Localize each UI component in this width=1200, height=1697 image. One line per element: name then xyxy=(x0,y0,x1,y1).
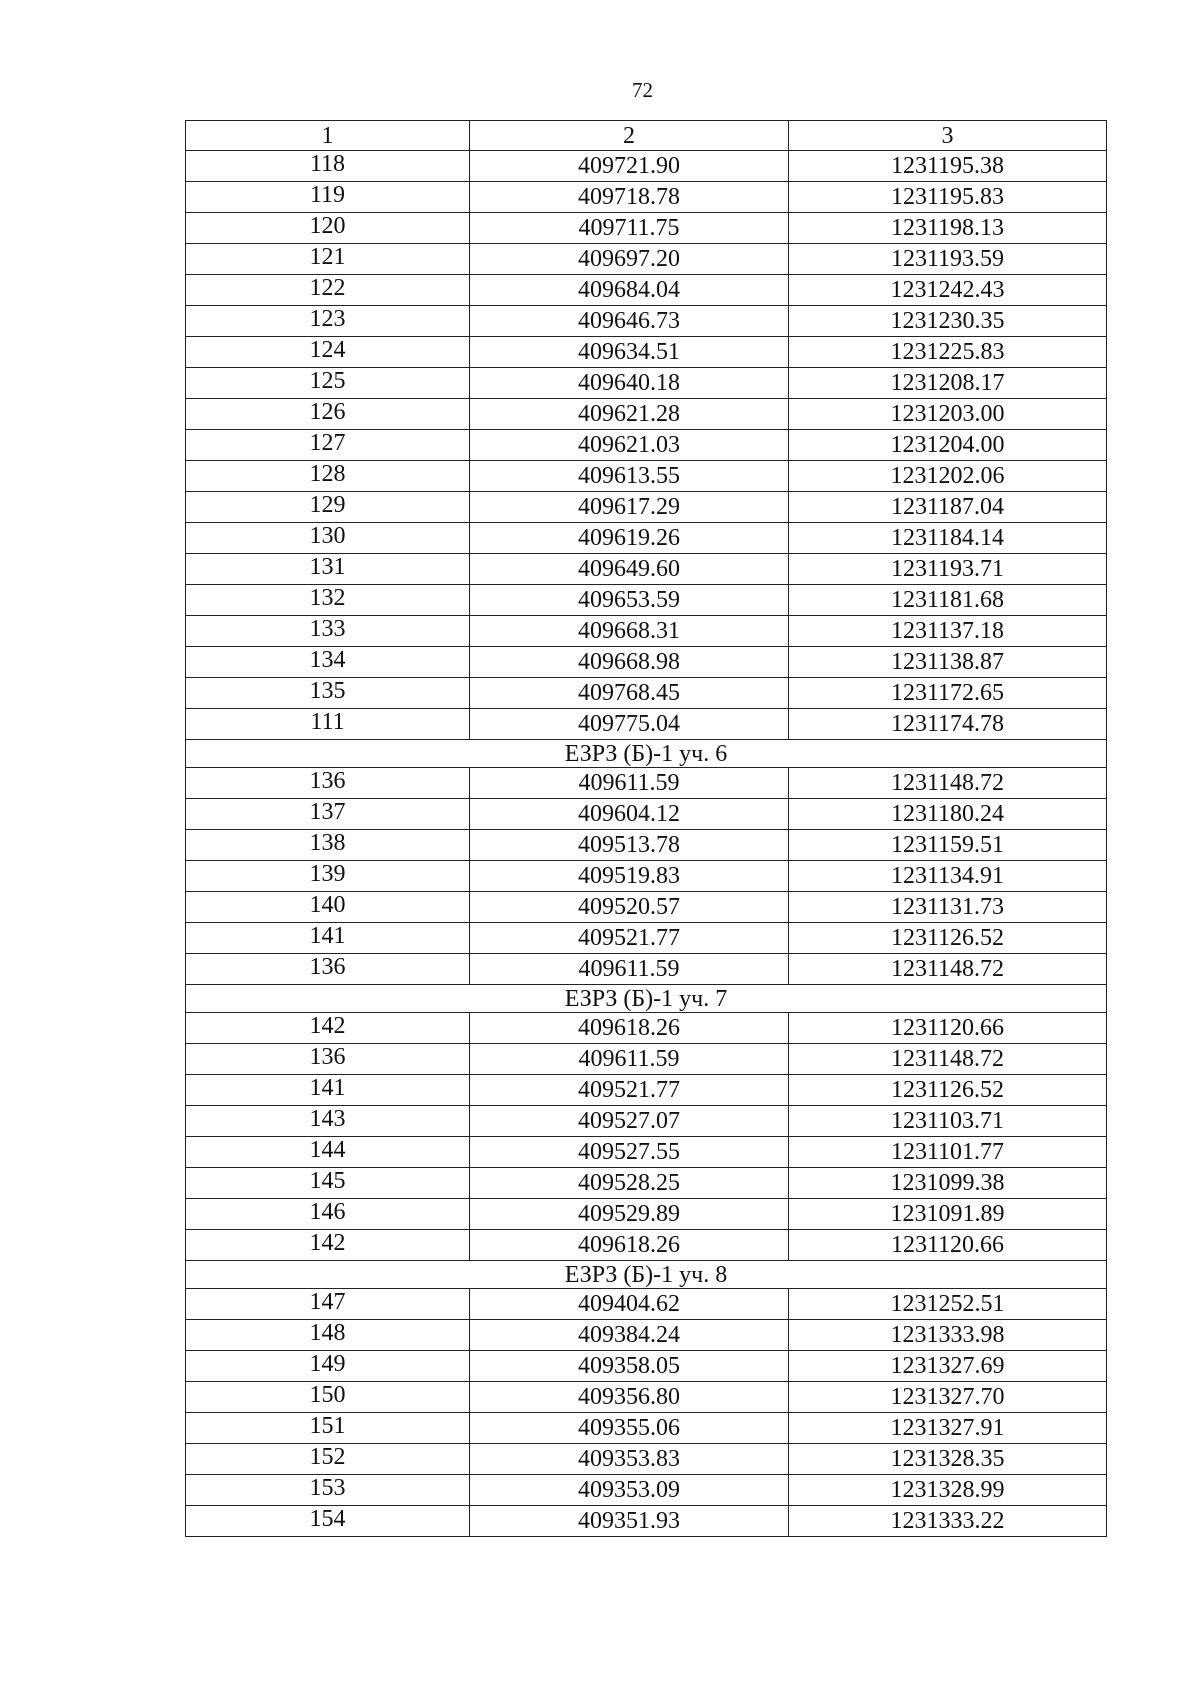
y-coordinate-cell: 1231180.24 xyxy=(789,799,1107,830)
y-coordinate-cell: 1231328.99 xyxy=(789,1475,1107,1506)
point-number-cell: 140 xyxy=(186,892,470,923)
y-coordinate-cell: 1231120.66 xyxy=(789,1230,1107,1261)
x-coordinate-cell: 409520.57 xyxy=(470,892,789,923)
section-title: ЕЗРЗ (Б)-1 уч. 8 xyxy=(186,1261,1107,1289)
y-coordinate-cell: 1231327.69 xyxy=(789,1351,1107,1382)
x-coordinate-cell: 409768.45 xyxy=(470,678,789,709)
x-coordinate-cell: 409611.59 xyxy=(470,768,789,799)
y-coordinate-cell: 1231134.91 xyxy=(789,861,1107,892)
y-coordinate-cell: 1231203.00 xyxy=(789,399,1107,430)
table-row xyxy=(186,768,1107,799)
y-coordinate-cell: 1231193.71 xyxy=(789,554,1107,585)
point-number-cell: 127 xyxy=(186,430,470,461)
table-row xyxy=(186,1137,1107,1168)
y-coordinate-cell: 1231181.68 xyxy=(789,585,1107,616)
table-row xyxy=(186,337,1107,368)
y-coordinate-cell: 1231148.72 xyxy=(789,768,1107,799)
x-coordinate-cell: 409351.93 xyxy=(470,1506,789,1537)
point-number-cell: 130 xyxy=(186,523,470,554)
table-row xyxy=(186,461,1107,492)
point-number-cell: 125 xyxy=(186,368,470,399)
y-coordinate-cell: 1231202.06 xyxy=(789,461,1107,492)
x-coordinate-cell: 409649.60 xyxy=(470,554,789,585)
table-row xyxy=(186,1320,1107,1351)
x-coordinate-cell: 409521.77 xyxy=(470,923,789,954)
point-number-cell: 151 xyxy=(186,1413,470,1444)
x-coordinate-cell: 409611.59 xyxy=(470,1044,789,1075)
point-number-cell: 129 xyxy=(186,492,470,523)
y-coordinate-cell: 1231103.71 xyxy=(789,1106,1107,1137)
x-coordinate-cell: 409684.04 xyxy=(470,275,789,306)
y-coordinate-cell: 1231126.52 xyxy=(789,923,1107,954)
table-row xyxy=(186,182,1107,213)
point-number-cell: 135 xyxy=(186,678,470,709)
point-number-cell: 124 xyxy=(186,337,470,368)
table-row xyxy=(186,585,1107,616)
table-row xyxy=(186,1075,1107,1106)
y-coordinate-cell: 1231230.35 xyxy=(789,306,1107,337)
x-coordinate-cell: 409384.24 xyxy=(470,1320,789,1351)
table-row xyxy=(186,923,1107,954)
point-number-cell: 139 xyxy=(186,861,470,892)
table-row xyxy=(186,647,1107,678)
section-title: ЕЗРЗ (Б)-1 уч. 7 xyxy=(186,985,1107,1013)
table-row xyxy=(186,799,1107,830)
point-number-cell: 144 xyxy=(186,1137,470,1168)
x-coordinate-cell: 409356.80 xyxy=(470,1382,789,1413)
y-coordinate-cell: 1231099.38 xyxy=(789,1168,1107,1199)
point-number-cell: 142 xyxy=(186,1230,470,1261)
y-coordinate-cell: 1231328.35 xyxy=(789,1444,1107,1475)
y-coordinate-cell: 1231193.59 xyxy=(789,244,1107,275)
point-number-cell: 147 xyxy=(186,1289,470,1320)
point-number-cell: 133 xyxy=(186,616,470,647)
y-coordinate-cell: 1231225.83 xyxy=(789,337,1107,368)
point-number-cell: 141 xyxy=(186,1075,470,1106)
y-coordinate-cell: 1231327.91 xyxy=(789,1413,1107,1444)
point-number-cell: 148 xyxy=(186,1320,470,1351)
point-number-cell: 118 xyxy=(186,151,470,182)
y-coordinate-cell: 1231138.87 xyxy=(789,647,1107,678)
coordinates-table-body xyxy=(186,121,1107,1537)
x-coordinate-cell: 409721.90 xyxy=(470,151,789,182)
table-row xyxy=(186,244,1107,275)
x-coordinate-cell: 409519.83 xyxy=(470,861,789,892)
y-coordinate-cell: 1231148.72 xyxy=(789,954,1107,985)
x-coordinate-cell: 409640.18 xyxy=(470,368,789,399)
table-row xyxy=(186,1351,1107,1382)
y-coordinate-cell: 1231242.43 xyxy=(789,275,1107,306)
x-coordinate-cell: 409355.06 xyxy=(470,1413,789,1444)
table-row xyxy=(186,1506,1107,1537)
x-coordinate-cell: 409613.55 xyxy=(470,461,789,492)
table-row xyxy=(186,1044,1107,1075)
point-number-cell: 128 xyxy=(186,461,470,492)
y-coordinate-cell: 1231333.22 xyxy=(789,1506,1107,1537)
coordinates-table xyxy=(185,120,1107,1537)
y-coordinate-cell: 1231174.78 xyxy=(789,709,1107,740)
x-coordinate-cell: 409527.07 xyxy=(470,1106,789,1137)
header-col-1: 1 xyxy=(186,121,470,151)
x-coordinate-cell: 409527.55 xyxy=(470,1137,789,1168)
point-number-cell: 154 xyxy=(186,1506,470,1537)
table-row xyxy=(186,1475,1107,1506)
y-coordinate-cell: 1231327.70 xyxy=(789,1382,1107,1413)
y-coordinate-cell: 1231252.51 xyxy=(789,1289,1107,1320)
x-coordinate-cell: 409617.29 xyxy=(470,492,789,523)
header-col-3: 3 xyxy=(789,121,1107,151)
x-coordinate-cell: 409775.04 xyxy=(470,709,789,740)
table-row xyxy=(186,492,1107,523)
point-number-cell: 153 xyxy=(186,1475,470,1506)
y-coordinate-cell: 1231184.14 xyxy=(789,523,1107,554)
table-row xyxy=(186,1106,1107,1137)
y-coordinate-cell: 1231159.51 xyxy=(789,830,1107,861)
x-coordinate-cell: 409634.51 xyxy=(470,337,789,368)
y-coordinate-cell: 1231126.52 xyxy=(789,1075,1107,1106)
point-number-cell: 122 xyxy=(186,275,470,306)
table-row xyxy=(186,523,1107,554)
y-coordinate-cell: 1231091.89 xyxy=(789,1199,1107,1230)
x-coordinate-cell: 409668.98 xyxy=(470,647,789,678)
table-row xyxy=(186,830,1107,861)
point-number-cell: 149 xyxy=(186,1351,470,1382)
table-row xyxy=(186,430,1107,461)
table-row xyxy=(186,1168,1107,1199)
y-coordinate-cell: 1231148.72 xyxy=(789,1044,1107,1075)
point-number-cell: 138 xyxy=(186,830,470,861)
x-coordinate-cell: 409611.59 xyxy=(470,954,789,985)
y-coordinate-cell: 1231172.65 xyxy=(789,678,1107,709)
x-coordinate-cell: 409358.05 xyxy=(470,1351,789,1382)
table-row xyxy=(186,892,1107,923)
x-coordinate-cell: 409528.25 xyxy=(470,1168,789,1199)
y-coordinate-cell: 1231101.77 xyxy=(789,1137,1107,1168)
section-title-row xyxy=(186,740,1107,768)
y-coordinate-cell: 1231137.18 xyxy=(789,616,1107,647)
x-coordinate-cell: 409711.75 xyxy=(470,213,789,244)
x-coordinate-cell: 409521.77 xyxy=(470,1075,789,1106)
table-row xyxy=(186,554,1107,585)
x-coordinate-cell: 409529.89 xyxy=(470,1199,789,1230)
section-title-row xyxy=(186,1261,1107,1289)
table-row xyxy=(186,954,1107,985)
page-number: 72 xyxy=(632,78,653,102)
x-coordinate-cell: 409697.20 xyxy=(470,244,789,275)
table-row xyxy=(186,1382,1107,1413)
y-coordinate-cell: 1231195.83 xyxy=(789,182,1107,213)
table-row xyxy=(186,306,1107,337)
point-number-cell: 136 xyxy=(186,1044,470,1075)
y-coordinate-cell: 1231208.17 xyxy=(789,368,1107,399)
table-row xyxy=(186,151,1107,182)
y-coordinate-cell: 1231120.66 xyxy=(789,1013,1107,1044)
point-number-cell: 131 xyxy=(186,554,470,585)
table-row xyxy=(186,399,1107,430)
point-number-cell: 134 xyxy=(186,647,470,678)
table-row xyxy=(186,213,1107,244)
point-number-cell: 145 xyxy=(186,1168,470,1199)
table-row xyxy=(186,1199,1107,1230)
table-row xyxy=(186,616,1107,647)
table-row xyxy=(186,275,1107,306)
table-row xyxy=(186,861,1107,892)
y-coordinate-cell: 1231333.98 xyxy=(789,1320,1107,1351)
y-coordinate-cell: 1231198.13 xyxy=(789,213,1107,244)
point-number-cell: 111 xyxy=(186,709,470,740)
point-number-cell: 123 xyxy=(186,306,470,337)
point-number-cell: 142 xyxy=(186,1013,470,1044)
section-title-row xyxy=(186,985,1107,1013)
x-coordinate-cell: 409646.73 xyxy=(470,306,789,337)
table-row xyxy=(186,678,1107,709)
x-coordinate-cell: 409618.26 xyxy=(470,1230,789,1261)
point-number-cell: 141 xyxy=(186,923,470,954)
point-number-cell: 120 xyxy=(186,213,470,244)
x-coordinate-cell: 409404.62 xyxy=(470,1289,789,1320)
table-row xyxy=(186,368,1107,399)
x-coordinate-cell: 409353.09 xyxy=(470,1475,789,1506)
point-number-cell: 136 xyxy=(186,954,470,985)
header-col-2: 2 xyxy=(470,121,789,151)
x-coordinate-cell: 409718.78 xyxy=(470,182,789,213)
table-row xyxy=(186,1230,1107,1261)
table-row xyxy=(186,709,1107,740)
y-coordinate-cell: 1231195.38 xyxy=(789,151,1107,182)
x-coordinate-cell: 409668.31 xyxy=(470,616,789,647)
point-number-cell: 137 xyxy=(186,799,470,830)
x-coordinate-cell: 409619.26 xyxy=(470,523,789,554)
x-coordinate-cell: 409621.28 xyxy=(470,399,789,430)
y-coordinate-cell: 1231131.73 xyxy=(789,892,1107,923)
table-header-row xyxy=(186,121,1107,151)
point-number-cell: 126 xyxy=(186,399,470,430)
section-title: ЕЗРЗ (Б)-1 уч. 6 xyxy=(186,740,1107,768)
point-number-cell: 121 xyxy=(186,244,470,275)
table-row xyxy=(186,1289,1107,1320)
x-coordinate-cell: 409353.83 xyxy=(470,1444,789,1475)
x-coordinate-cell: 409621.03 xyxy=(470,430,789,461)
point-number-cell: 152 xyxy=(186,1444,470,1475)
point-number-cell: 146 xyxy=(186,1199,470,1230)
point-number-cell: 143 xyxy=(186,1106,470,1137)
y-coordinate-cell: 1231187.04 xyxy=(789,492,1107,523)
table-row xyxy=(186,1413,1107,1444)
point-number-cell: 119 xyxy=(186,182,470,213)
point-number-cell: 136 xyxy=(186,768,470,799)
y-coordinate-cell: 1231204.00 xyxy=(789,430,1107,461)
point-number-cell: 132 xyxy=(186,585,470,616)
x-coordinate-cell: 409618.26 xyxy=(470,1013,789,1044)
x-coordinate-cell: 409604.12 xyxy=(470,799,789,830)
point-number-cell: 150 xyxy=(186,1382,470,1413)
table-row xyxy=(186,1013,1107,1044)
table-row xyxy=(186,1444,1107,1475)
x-coordinate-cell: 409513.78 xyxy=(470,830,789,861)
x-coordinate-cell: 409653.59 xyxy=(470,585,789,616)
